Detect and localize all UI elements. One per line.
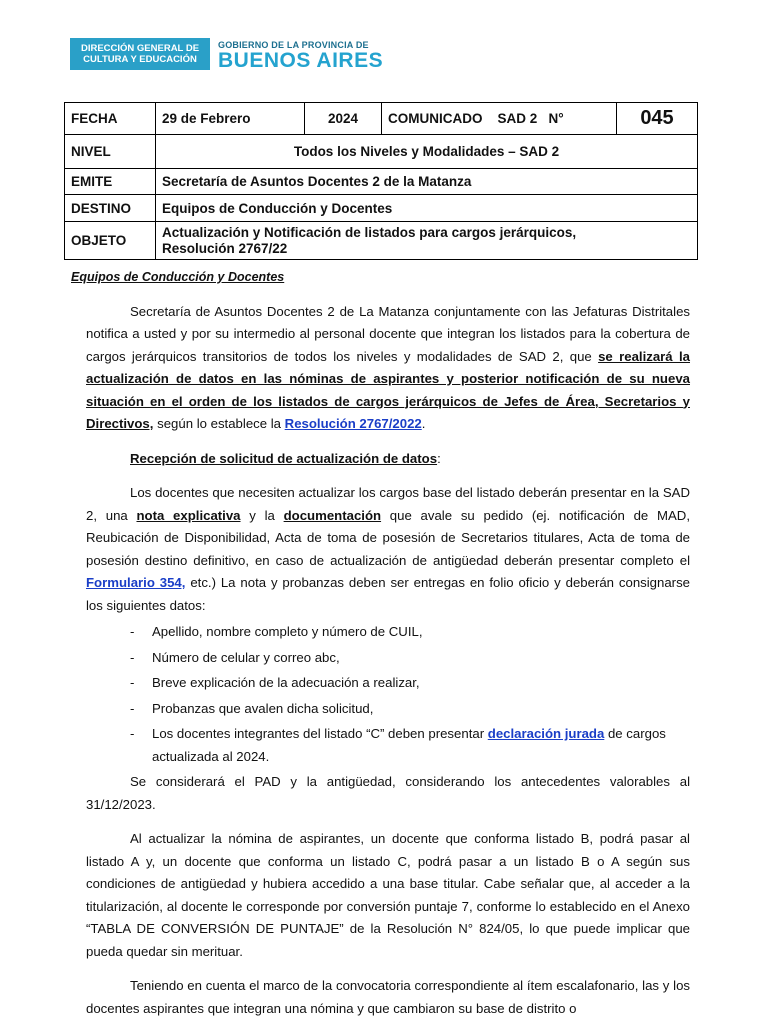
dgcye-logo bbox=[70, 38, 210, 70]
comunicado-number: 045 bbox=[617, 103, 698, 135]
list-item: - Probanzas que avalen dicha solicitud, bbox=[130, 698, 690, 721]
recepcion-heading bbox=[86, 448, 690, 471]
p1-emphasis: se realizará la actualización de datos en las nóminas de aspirantes y posterior notificación de su nueva situación en el orden de los listados de cargos jerárquicos de Jefes de Área, Secretarios y Directivos, bbox=[86, 348, 690, 431]
resolucion-link[interactable]: Resolución 2767/2022 bbox=[284, 416, 422, 431]
document-body bbox=[71, 266, 690, 1020]
declaracion-jurada-link[interactable]: declaración jurada bbox=[487, 726, 605, 741]
fecha-value: 29 de Febrero bbox=[156, 103, 305, 135]
fecha-label: FECHA bbox=[65, 103, 156, 135]
p1-text-d: . bbox=[421, 416, 426, 431]
li5-text-b: de cargos actualizada al 2024. bbox=[152, 726, 666, 764]
paragraph-1 bbox=[86, 301, 690, 436]
objeto-value bbox=[156, 222, 698, 260]
paragraph-2 bbox=[86, 482, 690, 617]
comunicado-label: COMUNICADO SAD 2 N° bbox=[382, 103, 617, 135]
destino-value: Equipos de Conducción y Docentes bbox=[156, 195, 698, 222]
paragraph-4: Al actualizar la nómina de aspirantes, un docente que conforma listado B, podrá pasar al listado A y, un docente que conforma un listado C, podrá pasar a un listado B o A según sus condiciones de antigüedad y hubiera accedido a una base titular. Cabe señalar que, al acceder a la titularización, al docente le corresponde por conversión puntaje 7, conforme lo establecido en el Anexo “TABLA DE CONVERSIÓN DE PUNTAJE” de la Resolución N° 824/05, lo que puede implicar que pueda quedar sin merituar. bbox=[86, 831, 690, 959]
p2-text-d: etc.) La nota y probanzas deben ser entregas en folio oficio y deberán consignarse los siguientes datos: bbox=[86, 575, 690, 613]
list-item: - Número de celular y correo abc, bbox=[130, 647, 690, 670]
li5-text-a: Los docentes integrantes del listado “C” deben presentar bbox=[152, 726, 488, 741]
formulario-354-link[interactable]: Formulario 354, bbox=[86, 575, 186, 590]
province-logo bbox=[218, 40, 383, 71]
nota-explicativa: nota explicativa bbox=[136, 507, 241, 523]
emite-value: Secretaría de Asuntos Docentes 2 de la Matanza bbox=[156, 169, 698, 195]
list-item bbox=[130, 723, 690, 768]
nivel-value: Todos los Niveles y Modalidades – SAD 2 bbox=[156, 135, 698, 169]
addressee-heading: Equipos de Conducción y Docentes bbox=[71, 270, 285, 284]
nivel-label: NIVEL bbox=[65, 135, 156, 169]
required-data-list bbox=[86, 621, 690, 768]
list-item: - Breve explicación de la adecuación a realizar, bbox=[130, 672, 690, 695]
year-value: 2024 bbox=[305, 103, 382, 135]
logo-line-1: DIRECCIÓN GENERAL DE bbox=[80, 43, 200, 54]
documentacion: documentación bbox=[283, 507, 382, 523]
province-logo-big: BUENOS AIRES bbox=[218, 49, 384, 72]
p1-text-c: según lo establece la bbox=[153, 416, 285, 431]
p2-text-c: que avale su pedido (ej. notificación de MAD, Reubicación de Disponibilidad, Acta de toma de posesión de Secretarios titulares, Acta de toma de posesión destino definitivo, en caso de actualización de antigüedad deberán presentar completo el bbox=[86, 507, 690, 568]
objeto-line-2: Resolución 2767/22 bbox=[162, 240, 288, 256]
destino-label: DESTINO bbox=[65, 195, 156, 222]
logo-line-2: CULTURA Y EDUCACIÓN bbox=[83, 54, 197, 65]
p2-text-a: Los docentes que necesiten actualizar los cargos base del listado deberán presentar en la SAD 2, una bbox=[86, 485, 690, 523]
emite-label: EMITE bbox=[65, 169, 156, 195]
paragraph-3: Se considerará el PAD y la antigüedad, considerando los antecedentes valorables al 31/12/2023. bbox=[86, 774, 690, 812]
recepcion-title: Recepción de solicitud de actualización de datos bbox=[130, 450, 438, 466]
objeto-line-1: Actualización y Notificación de listados para cargos jerárquicos, bbox=[162, 224, 577, 240]
recepcion-colon: : bbox=[437, 450, 441, 466]
province-logo-small: GOBIERNO DE LA PROVINCIA DE bbox=[218, 40, 369, 50]
objeto-label: OBJETO bbox=[65, 222, 156, 260]
p2-text-b: y la bbox=[240, 507, 284, 523]
p1-text-a: Secretaría de Asuntos Docentes 2 de La Matanza conjuntamente con las Jefaturas Distritales notifica a usted y por su intermedio al personal docente que integran los listados para la cobertura de cargos jerárquicos transitorios de todos los niveles y modalidades de SAD 2, que bbox=[86, 303, 690, 364]
header-table bbox=[64, 102, 698, 260]
paragraph-5: Teniendo en cuenta el marco de la convocatoria correspondiente al ítem escalafonario, las y los docentes aspirantes que integran una nómina y que cambiaron su base de distrito o bbox=[86, 978, 690, 1016]
list-item: - Apellido, nombre completo y número de CUIL, bbox=[130, 621, 690, 644]
